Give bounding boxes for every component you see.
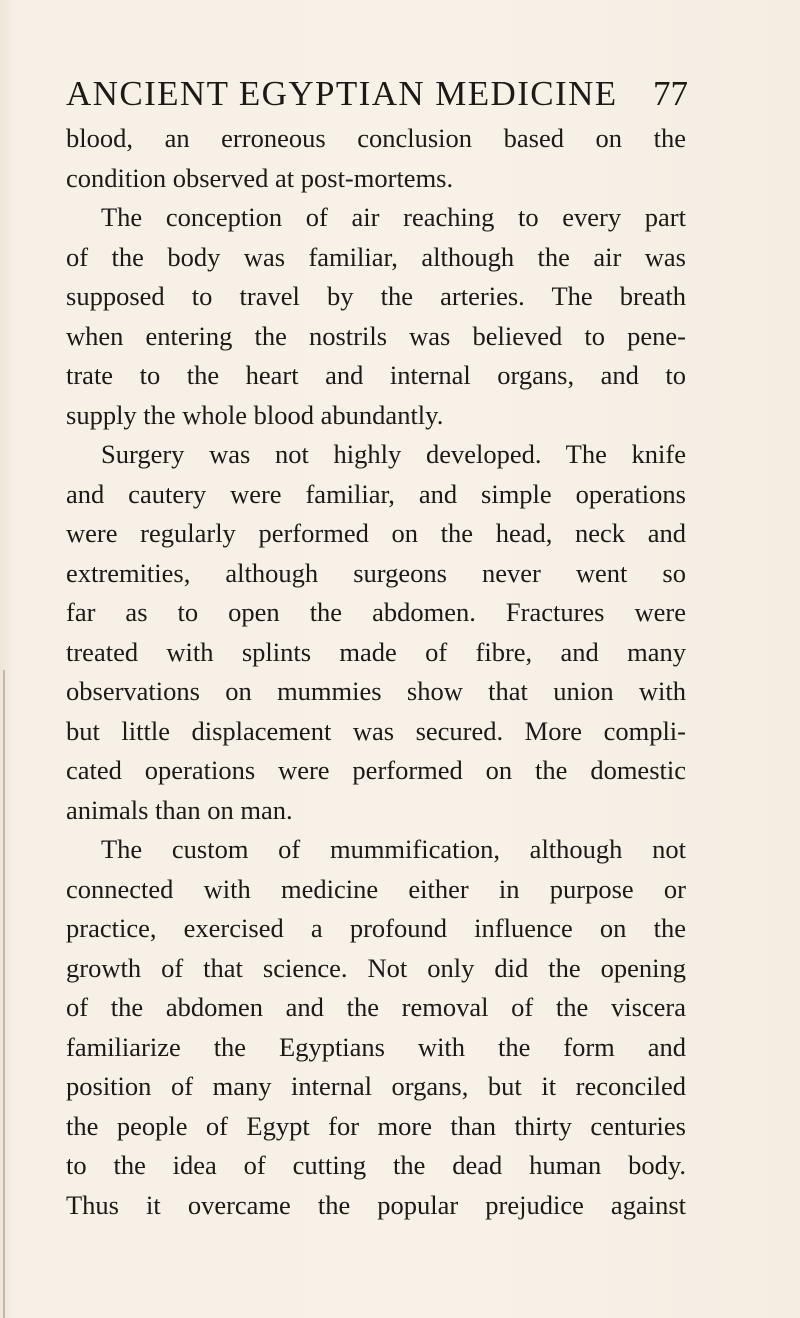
text-line: extremities, although surgeons never went so <box>66 557 686 588</box>
text-line: growth of that science. Not only did the opening <box>66 952 686 983</box>
binding-edge <box>3 670 5 1318</box>
text-line: familiarize the Egyptians with the form and <box>66 1031 686 1062</box>
text-line: blood, an erroneous conclusion based on the <box>66 123 686 153</box>
text-line: Thus it overcame the popular prejudice against <box>66 1189 686 1220</box>
running-head: ANCIENT EGYPTIAN MEDICINE <box>66 74 618 113</box>
text-line: and cautery were familiar, and simple operations <box>66 478 686 509</box>
text-line: cated operations were performed on the domestic <box>66 755 686 785</box>
text-line: of the abdomen and the removal of the viscera <box>66 992 686 1022</box>
text-line: treated with splints made of fibre, and many <box>66 636 686 667</box>
text-line: trate to the heart and internal organs, and to <box>66 360 686 390</box>
text-line: to the idea of cutting the dead human body. <box>66 1150 686 1180</box>
text-line: observations on mummies show that union with <box>66 676 686 706</box>
text-line: position of many internal organs, but it reconciled <box>66 1071 686 1101</box>
paragraph-first-line: Surgery was not highly developed. The knife <box>101 439 686 469</box>
text-line: practice, exercised a profound influence on the <box>66 913 686 943</box>
text-line: of the body was familiar, although the air was <box>66 241 686 272</box>
text-line: supply the whole blood abundantly. <box>66 399 444 430</box>
text-line: when entering the nostrils was believed to pene- <box>66 320 686 351</box>
paragraph-first-line: The conception of air reaching to every part <box>101 202 686 232</box>
text-line: supposed to travel by the arteries. The breath <box>66 281 686 311</box>
page-header <box>66 72 686 116</box>
text-line: were regularly performed on the head, neck and <box>66 518 686 548</box>
text-line: connected with medicine either in purpose or <box>66 873 686 904</box>
page-number: 77 <box>653 74 688 113</box>
text-line: far as to open the abdomen. Fractures were <box>66 597 686 627</box>
text-line: animals than on man. <box>66 794 293 825</box>
text-line: but little displacement was secured. More compli- <box>66 715 686 746</box>
body-text <box>66 119 686 1225</box>
text-line: condition observed at post-mortems. <box>66 162 454 193</box>
text-line: the people of Egypt for more than thirty centuries <box>66 1110 686 1141</box>
paragraph-first-line: The custom of mummification, although not <box>101 834 686 864</box>
